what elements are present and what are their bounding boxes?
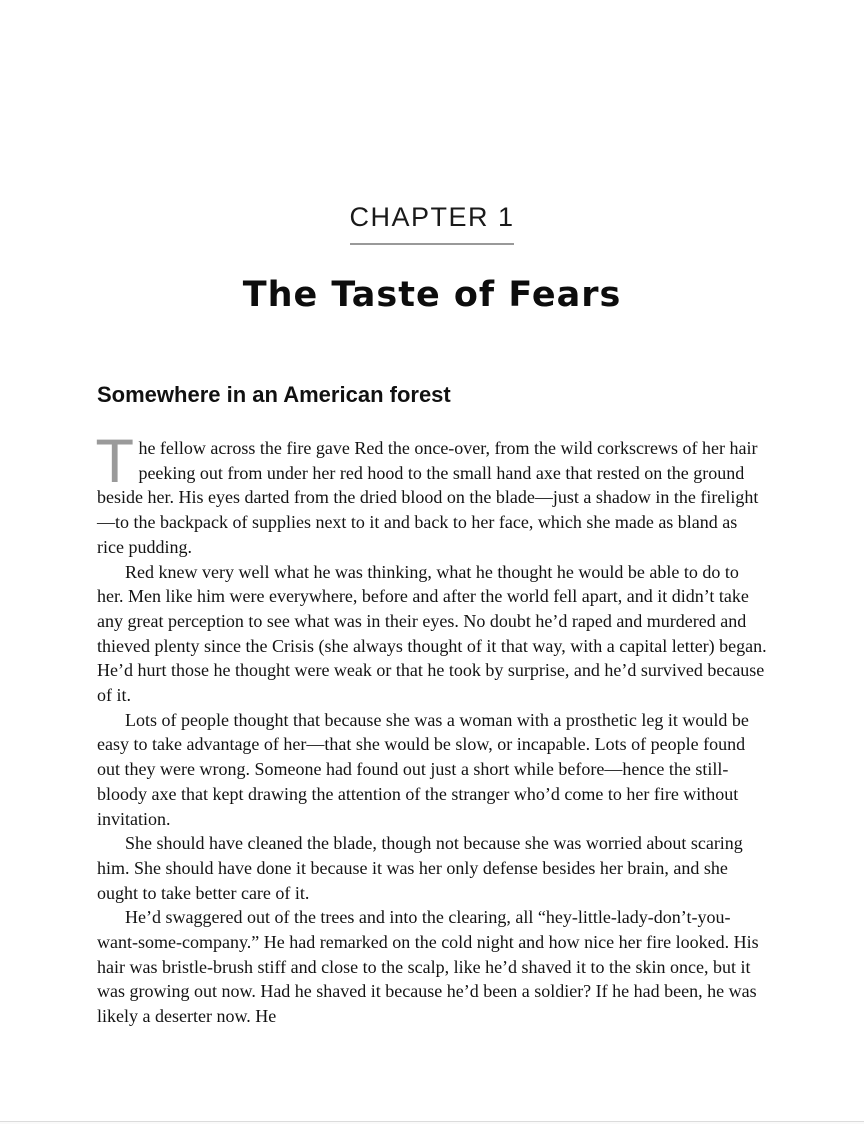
paragraph: [97, 560, 767, 708]
chapter-label: CHAPTER 1: [349, 202, 515, 232]
body-text: [97, 428, 767, 1029]
paragraph-text: Lots of people thought that because she was a woman with a prosthetic leg it would be easy to take advantage of her—that she would be slow, or incapable. Lots of people found out they were wrong. Someone had found out just a short while before—hence the still-bloody axe that kept drawing the attention of the stranger who’d come to her fire without invitation.: [97, 709, 749, 829]
paragraph: [97, 831, 767, 905]
drop-cap: T: [97, 428, 133, 496]
chapter-title: The Taste of Fears: [242, 275, 622, 315]
section-heading: Somewhere in an American forest: [97, 382, 451, 407]
paragraph: [97, 905, 767, 1029]
paragraph-text: Red knew very well what he was thinking, what he thought he would be able to do to her. Men like him were everywhere, before and after the world fell apart, and it didn’t take any great perception to see what was in their eyes. No doubt he’d raped and murdered and thieved plenty since the Crisis (she always thought of it that way, with a capital letter) began. He’d hurt those he thought were weak or that he took by surprise, and he’d survived because of it.: [97, 561, 767, 706]
paragraph: [97, 708, 767, 832]
paragraph-text: He’d swaggered out of the trees and into the clearing, all “hey-little-lady-don’t-you-want-some-company.” He had remarked on the cold night and how nice her fire looked. His hair was bristle-brush stiff and close to the scalp, like he’d shaved it to the skin once, but it was growing out now. Had he shaved it because he’d been a soldier? If he had been, he was likely a deserter now. He: [97, 907, 759, 1027]
paragraph-text: She should have cleaned the blade, though not because she was worried about scaring him. She should have done it because it was her only defense besides her brain, and she ought to take better care of it.: [97, 833, 743, 903]
chapter-rule-divider: [350, 243, 514, 245]
paragraph-text: he fellow across the fire gave Red the once-over, from the wild corkscrews of her hair peeking out from under her red hood to the small hand axe that rested on the ground beside her. His eyes darted from the dried blood on the blade—just a shadow in the firelight—to the backpack of supplies next to it and back to her face, which she made as bland as rice pudding.: [97, 438, 759, 557]
page-content: [97, 0, 767, 1029]
paragraph: [97, 428, 767, 560]
